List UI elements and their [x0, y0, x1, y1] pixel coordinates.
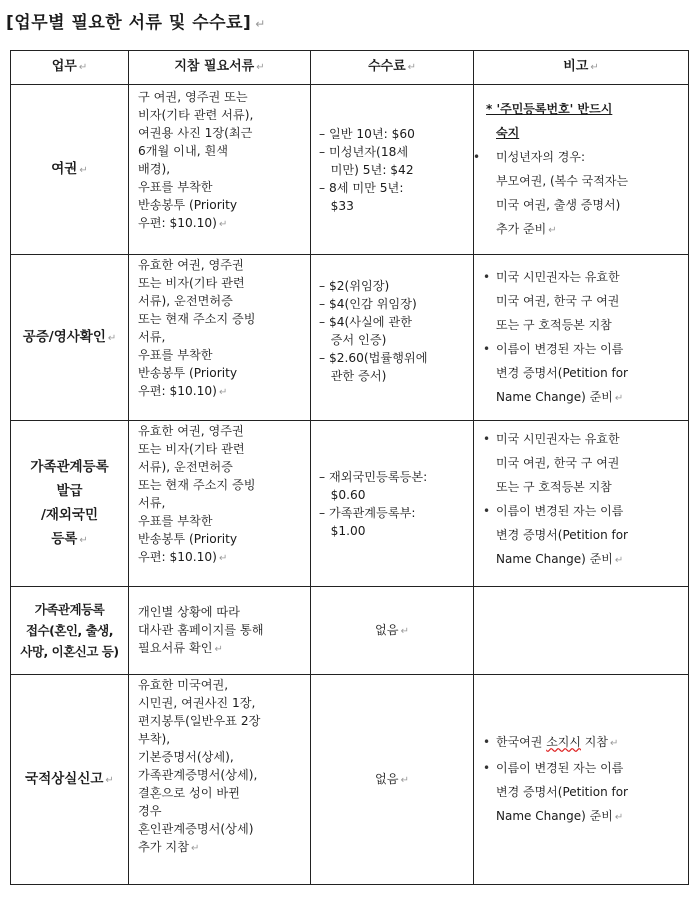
table-row — [11, 255, 689, 421]
docs-cell: 구 여권, 영주권 또는 비자(기타 관련 서류), 여권용 사진 1장(최근 6개월 이내, 흰색 배경), 우표를 부착한 반송봉투 (Priority 우편: $10.10) ↵ — [129, 85, 311, 255]
fee-cell: 없음 ↵ — [311, 587, 474, 675]
docs-cell: 유효한 미국여권, 시민권, 여권사진 1장, 편지봉투(일반우표 2장 부착), 기본증명서(상세), 가족관계증명서(상세), 결혼으로 성이 바뀐 경우 혼인관계증명서(상세) 추가 지참 ↵ — [129, 675, 311, 885]
header-fee: 수수료 ↵ — [311, 51, 474, 85]
note-cell: • 미국 시민권자는 유효한 미국 여권, 한국 구 여권 또는 구 호적등본 지참 • 이름이 변경된 자는 이름 변경 증명서(Petition for Name Change) 준비 ↵ — [474, 255, 689, 421]
header-docs: 지참 필요서류 ↵ — [129, 51, 311, 85]
fee-cell: – $2(위임장) – $4(인감 위임장) – $4(사실에 관한 증서 인증) – $2.60(법률행위에 관한 증서) — [311, 255, 474, 421]
docs-cell: 유효한 여권, 영주권 또는 비자(기타 관련 서류), 운전면허증 또는 현재 주소지 증빙 서류, 우표를 부착한 반송봉투 (Priority 우편: $10.10) ↵ — [129, 421, 311, 587]
task-cell: 여권 ↵ — [11, 85, 129, 255]
table-row — [11, 587, 689, 675]
docs-cell: 개인별 상황에 따라 대사관 홈페이지를 통해 필요서류 확인 ↵ — [129, 587, 311, 675]
table-row — [11, 675, 689, 885]
spellcheck-word: 소지시 — [546, 734, 581, 749]
table-row — [11, 85, 689, 255]
note-cell: • 한국여권 소지시 지참 ↵ • 이름이 변경된 자는 이름 변경 증명서(Petition for Name Change) 준비 ↵ — [474, 675, 689, 885]
note-cell — [474, 587, 689, 675]
page-title-text: [업무별 필요한 서류 및 수수료] — [6, 13, 252, 33]
fee-cell: – 재외국민등록등본: $0.60 – 가족관계등록부: $1.00 — [311, 421, 474, 587]
table-row — [11, 421, 689, 587]
task-cell: 국적상실신고 ↵ — [11, 675, 129, 885]
paragraph-mark-icon: ↵ — [255, 17, 266, 31]
fee-cell: – 일반 10년: $60 – 미성년자(18세 미만) 5년: $42 – 8세 미만 5년: $33 — [311, 85, 474, 255]
table-header-row — [11, 51, 689, 85]
fee-cell: 없음 ↵ — [311, 675, 474, 885]
note-cell: • 미국 시민권자는 유효한 미국 여권, 한국 구 여권 또는 구 호적등본 지참 • 이름이 변경된 자는 이름 변경 증명서(Petition for Name Change) 준비 ↵ — [474, 421, 689, 587]
page-title — [6, 8, 266, 33]
task-cell: 공증/영사확인 ↵ — [11, 255, 129, 421]
header-note: 비고 ↵ — [474, 51, 689, 85]
docs-cell: 유효한 여권, 영주권 또는 비자(기타 관련 서류), 운전면허증 또는 현재 주소지 증빙 서류, 우표를 부착한 반송봉투 (Priority 우편: $10.10) ↵ — [129, 255, 311, 421]
task-cell: 가족관계등록 발급 /재외국민 등록 ↵ — [11, 421, 129, 587]
fee-table — [10, 50, 689, 885]
note-cell: * '주민등록번호' 반드시 숙지 • 미성년자의 경우: 부모여권, (복수 국적자는 미국 여권, 출생 증명서) 추가 준비 ↵ — [474, 85, 689, 255]
header-task: 업무 ↵ — [11, 51, 129, 85]
task-cell: 가족관계등록 접수(혼인, 출생, 사망, 이혼신고 등) — [11, 587, 129, 675]
